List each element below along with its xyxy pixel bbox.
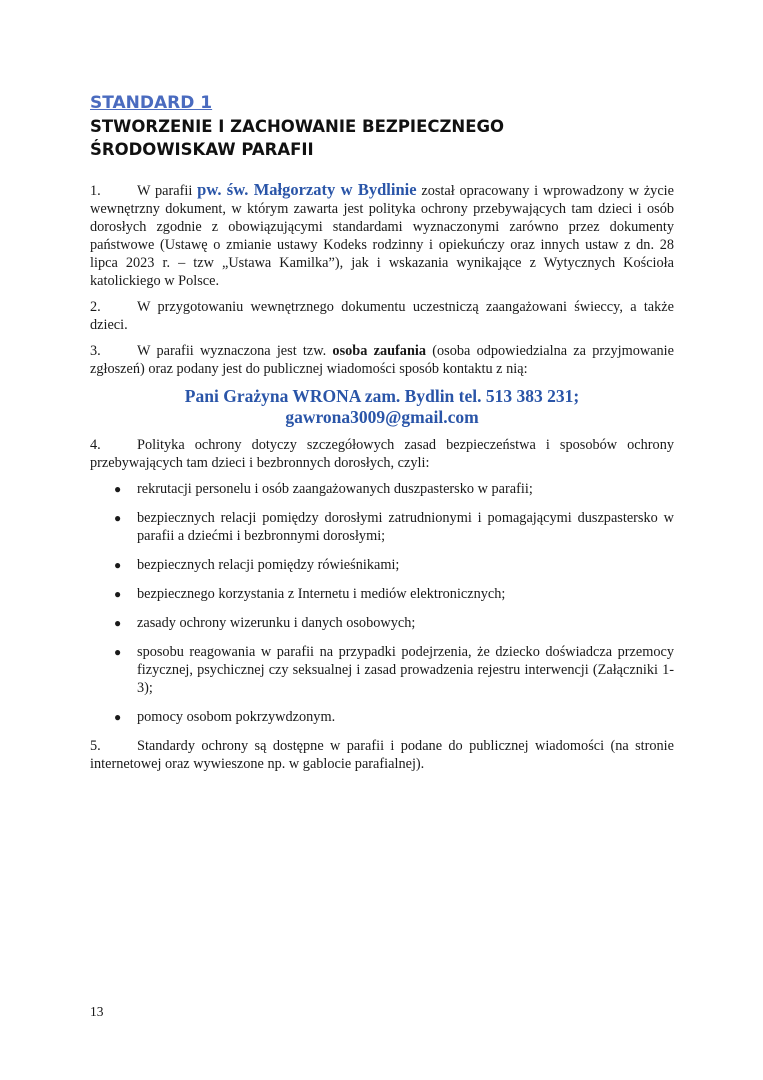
bullet-icon: ● — [114, 616, 122, 630]
section-title — [90, 115, 674, 161]
list-item — [90, 585, 674, 603]
list-item-text: zasady ochrony wizerunku i danych osobowych; — [137, 615, 416, 631]
paragraph-2 — [90, 298, 674, 334]
paragraph-text: (osoba odpowiedzialna za przyjmowanie zgłoszeń) oraz podany jest do publicznej wiadomości sposób kontaktu z nią: — [90, 343, 674, 377]
list-item-text: bezpiecznego korzystania z Internetu i mediów elektronicznych; — [137, 586, 506, 602]
page-number: 13 — [90, 1004, 104, 1019]
list-item — [90, 708, 674, 726]
list-item-text: sposobu reagowania w parafii na przypadki podejrzenia, że dziecko doświadcza przemocy fizycznej, psychicznej czy seksualnej i zasad prowadzenia rejestru interwencji (Załączniki 1-3); — [137, 644, 674, 696]
list-item — [90, 556, 674, 574]
bullet-icon: ● — [114, 482, 122, 496]
list-item-text: bezpiecznych relacji pomiędzy dorosłymi zatrudnionymi i pomagającymi duszpastersko w parafii a dziećmi i bezbronnymi dorosłymi; — [137, 510, 674, 544]
paragraph-number: 1. — [90, 183, 101, 199]
list-item — [90, 480, 674, 498]
contact-block — [90, 386, 674, 428]
paragraph-4 — [90, 436, 674, 472]
list-item — [90, 614, 674, 632]
paragraph-number: 4. — [90, 437, 101, 453]
list-item-text: bezpiecznych relacji pomiędzy rówieśnikami; — [137, 557, 400, 573]
bullet-icon: ● — [114, 645, 122, 659]
paragraph-text: W przygotowaniu wewnętrznego dokumentu uczestniczą zaangażowani świeccy, a także dzieci. — [90, 299, 674, 333]
paragraph-3 — [90, 342, 674, 378]
bullet-icon: ● — [114, 587, 122, 601]
list-item-text: rekrutacji personelu i osób zaangażowanych duszpastersko w parafii; — [137, 481, 533, 497]
contact-name-phone: Pani Grażyna WRONA zam. Bydlin tel. 513 383 231; — [184, 386, 580, 406]
list-item — [90, 509, 674, 545]
bullet-icon: ● — [114, 511, 122, 525]
paragraph-text: W parafii wyznaczona jest tzw. — [137, 343, 333, 359]
paragraph-text: Polityka ochrony dotyczy szczegółowych zasad bezpieczeństwa i sposobów ochrony przebywających tam dzieci i bezbronnych dorosłych, czyli: — [90, 437, 674, 471]
section-title-line1: STWORZENIE I ZACHOWANIE BEZPIECZNEGO — [90, 117, 505, 136]
paragraph-text: W parafii — [137, 183, 198, 199]
standard-heading-link[interactable]: STANDARD 1 — [90, 93, 213, 113]
section-title-line2: ŚRODOWISKAW PARAFII — [90, 140, 314, 159]
parish-name: pw. św. Małgorzaty w Bydlinie — [197, 180, 417, 199]
paragraph-number: 2. — [90, 299, 101, 315]
contact-email[interactable]: gawrona3009@gmail.com — [285, 407, 479, 427]
policy-scope-list — [90, 480, 674, 726]
paragraph-1 — [90, 181, 674, 290]
trusted-person-term: osoba zaufania — [332, 343, 427, 359]
list-item — [90, 643, 674, 697]
document-page — [90, 93, 674, 781]
paragraph-text: został opracowany i wprowadzony w życie wewnętrzny dokument, w którym zawarta jest polityka ochrony przebywających tam dzieci i osób dorosłych zgodnie z obowiązującymi standardami wyznaczonymi zarówno przez dokumenty państwowe (Ustawę o zmianie ustawy Kodeks rodzinny i opiekuńczy oraz innych ustaw z dn. 28 lipca 2023 r. – tzw „Ustawa Kamilka”), jak i wskazania wynikające z Wytycznych Kościoła katolickiego w Polsce. — [90, 183, 674, 289]
paragraph-text: Standardy ochrony są dostępne w parafii i podane do publicznej wiadomości (na stronie internetowej oraz wywieszone np. w gablocie parafialnej). — [90, 738, 674, 772]
paragraph-number: 5. — [90, 738, 101, 754]
bullet-icon: ● — [114, 558, 122, 572]
paragraph-5 — [90, 737, 674, 773]
paragraph-number: 3. — [90, 343, 101, 359]
bullet-icon: ● — [114, 710, 122, 724]
list-item-text: pomocy osobom pokrzywdzonym. — [137, 709, 336, 725]
